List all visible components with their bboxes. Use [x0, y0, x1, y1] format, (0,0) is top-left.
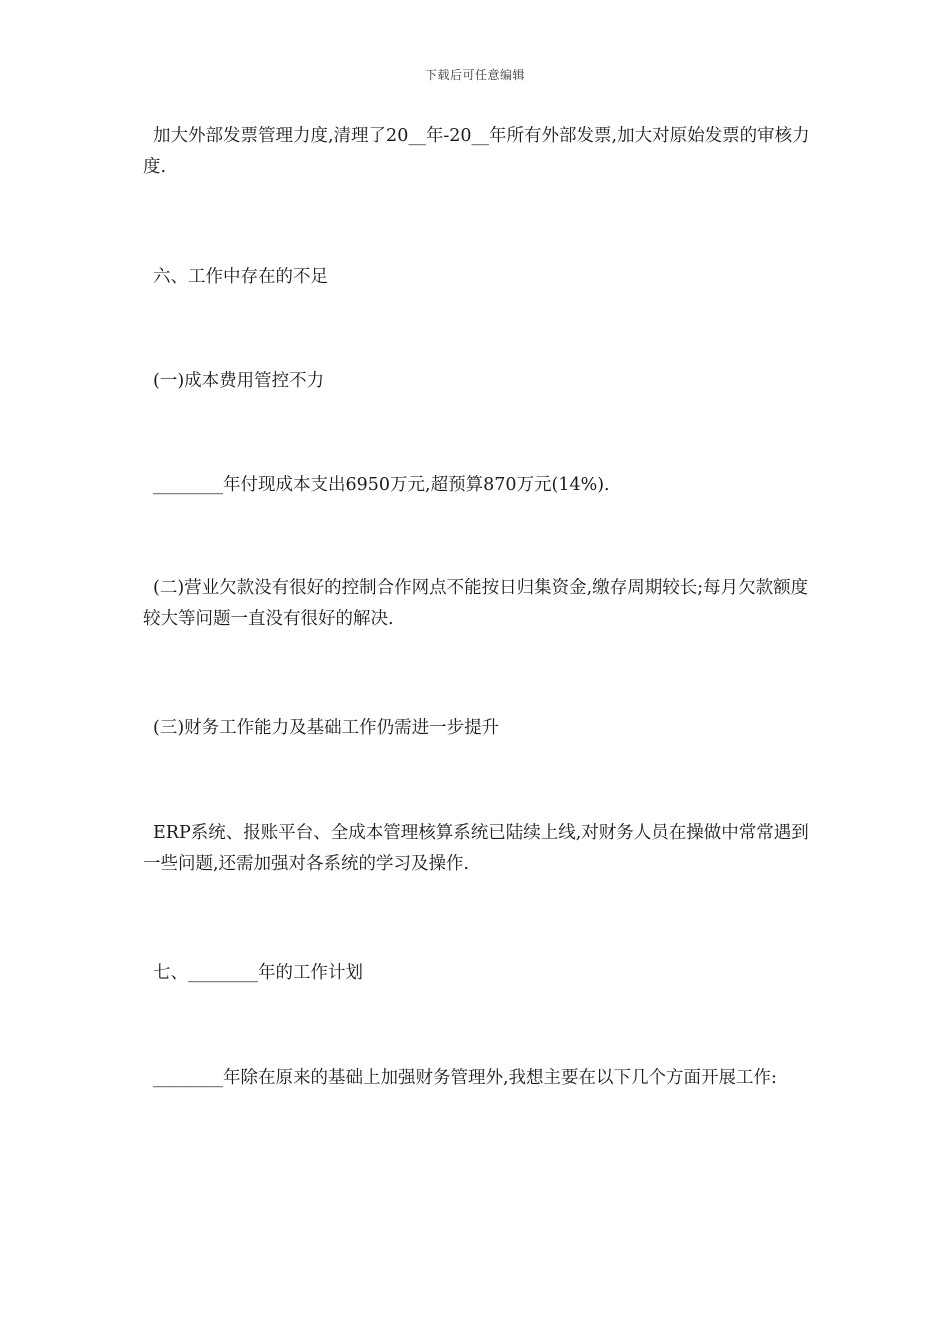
heading-text: (三)财务工作能力及基础工作仍需进一步提升: [153, 718, 500, 738]
paragraph-text: ERP系统、报账平台、全成本管理核算系统已陆续上线,对财务人员在操做中常常遇到一些问题,还需加强对各系统的学习及操作.: [143, 823, 809, 874]
heading-text: 六、工作中存在的不足: [153, 267, 328, 287]
paragraph-erp-systems: [143, 818, 811, 880]
paragraph-cost-expenditure: [143, 470, 811, 501]
paragraph-work-plan-intro: [143, 1063, 811, 1094]
heading-text: (一)成本费用管控不力: [153, 371, 325, 391]
paragraph-text: 加大外部发票管理力度,清理了20__年-20__年所有外部发票,加大对原始发票的审核力度.: [143, 126, 810, 177]
paragraph-text: ________年除在原来的基础上加强财务管理外,我想主要在以下几个方面开展工作:: [153, 1068, 777, 1088]
paragraph-invoice-management: [143, 121, 811, 183]
paragraph-text: (二)营业欠款没有很好的控制合作网点不能按日归集资金,缴存周期较长;每月欠款额度较大等问题一直没有很好的解决.: [143, 578, 809, 629]
paragraph-text: ________年付现成本支出6950万元,超预算870万元(14%).: [153, 475, 610, 495]
section-heading-work-plan: [143, 958, 811, 989]
subheading-cost-control: [143, 366, 811, 397]
heading-text: 七、________年的工作计划: [153, 963, 363, 983]
section-heading-shortcomings: [143, 262, 811, 293]
subheading-finance-ability: [143, 713, 811, 744]
paragraph-business-arrears: [143, 573, 811, 635]
page-header: 下载后可任意编辑: [424, 68, 525, 82]
